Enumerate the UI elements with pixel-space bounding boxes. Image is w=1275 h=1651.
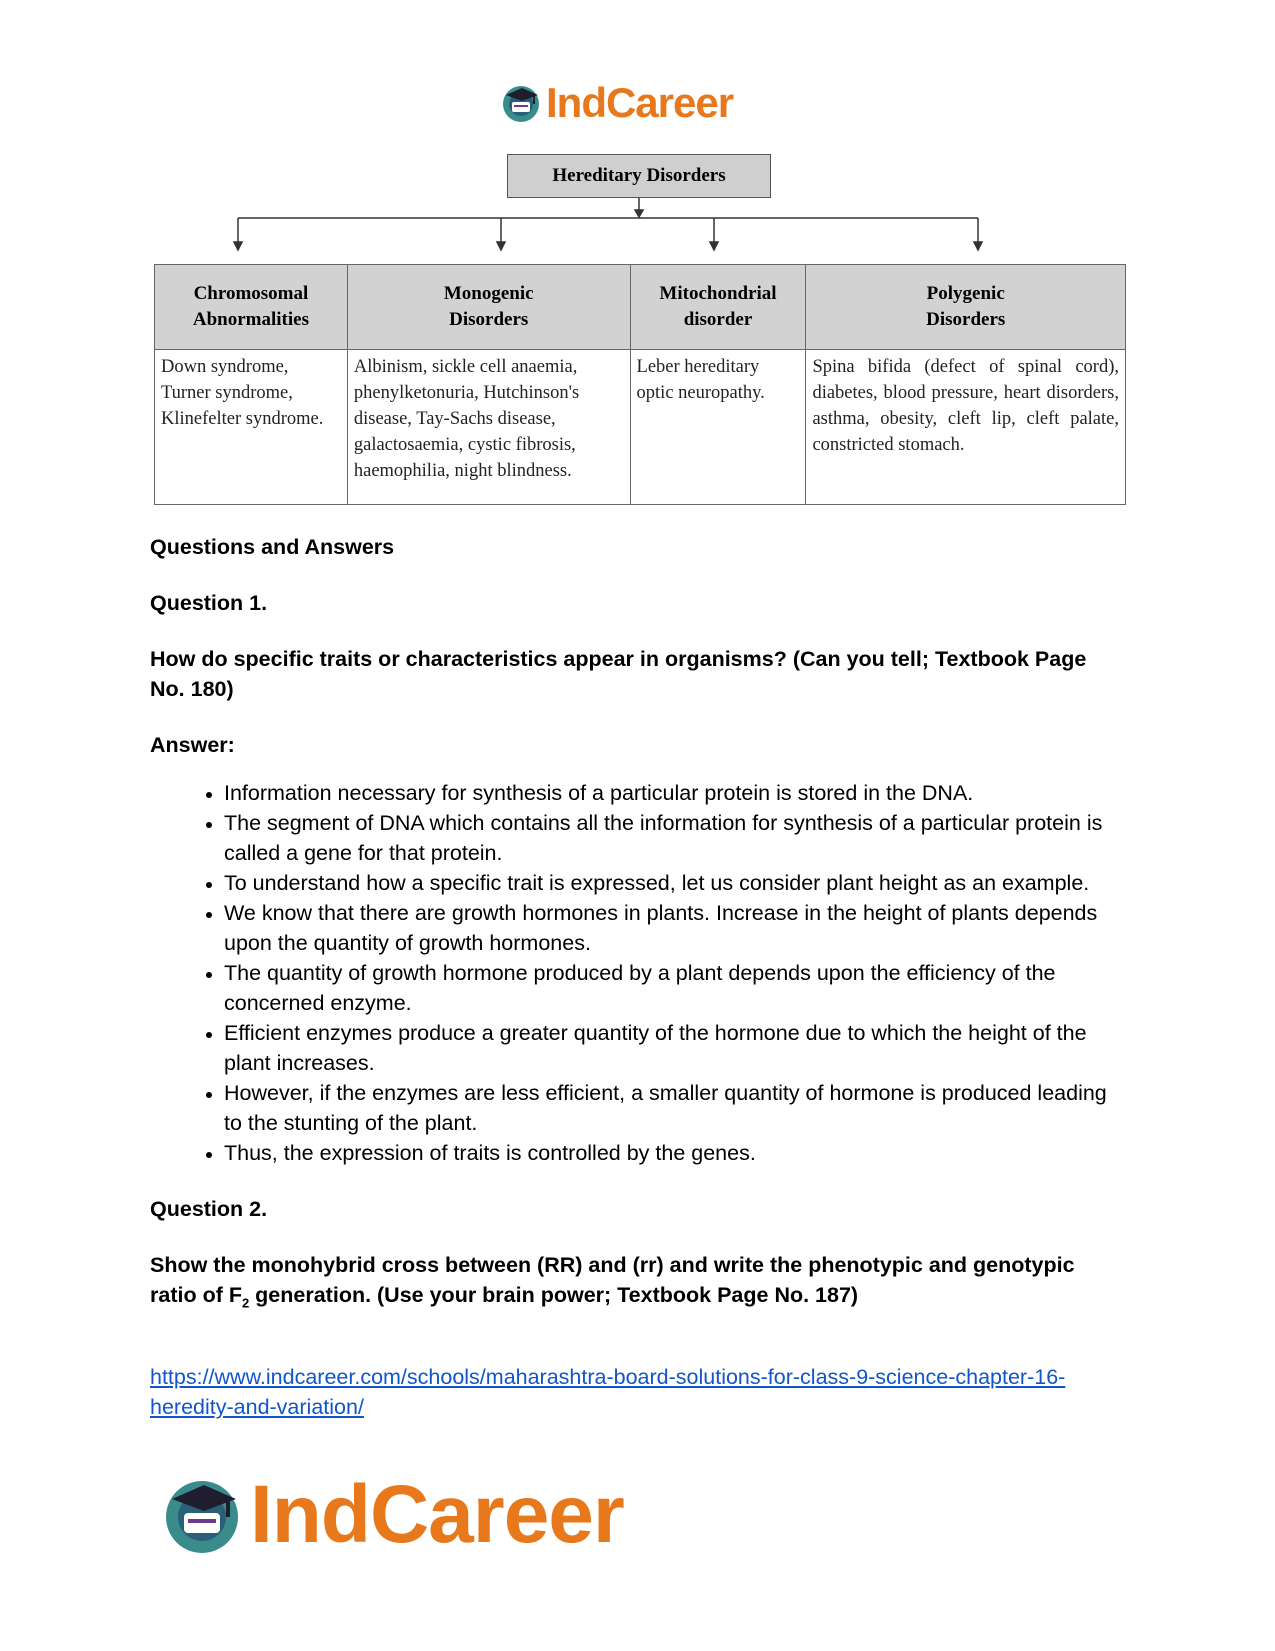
- brand-name: IndCareer: [546, 79, 734, 126]
- cell-polygenic: Spina bifida (defect of spinal cord), diabetes, blood pressure, heart disorders, asthma, obesity, cleft lip, cleft palate, constricted stomach.: [806, 350, 1126, 505]
- list-item: • The segment of DNA which contains all the information for synthesis of a particular protein is called a gene for that protein.: [224, 808, 1120, 868]
- list-item: • However, if the enzymes are less efficient, a smaller quantity of hormone is produced leading to the stunting of the plant.: [224, 1078, 1120, 1138]
- diagram-root-node: Hereditary Disorders: [507, 154, 771, 198]
- question-1-text: How do specific traits or characteristics appear in organisms? (Can you tell; Textbook Page No. 180): [150, 647, 1087, 701]
- table-header-row: [155, 265, 1126, 350]
- source-link-paragraph: [150, 1362, 1120, 1422]
- question-1-label: Question 1.: [150, 591, 268, 615]
- header-polygenic: Polygenic Disorders: [806, 265, 1126, 350]
- question-2-label: Question 2.: [150, 1197, 268, 1221]
- header-mitochondrial: Mitochondrial disorder: [630, 265, 806, 350]
- hereditary-disorders-diagram: [152, 150, 1126, 500]
- list-item: • Efficient enzymes produce a greater quantity of the hormone due to which the height of the plant increases.: [224, 1018, 1120, 1078]
- list-item: • The quantity of growth hormone produced by a plant depends upon the efficiency of the concerned enzyme.: [224, 958, 1120, 1018]
- graduation-cap-icon: [500, 82, 542, 124]
- question-2-text: Show the monohybrid cross between (RR) and (rr) and write the phenotypic and genotypic ratio of $F_2$ generation. (Use your brain power; Textbook Page No. 187): [150, 1253, 1075, 1311]
- answer-1-label: Answer:: [150, 733, 235, 757]
- cell-monogenic: Albinism, sickle cell anaemia, phenylketonuria, Hutchinson's disease, Tay-Sachs disease, galactosaemia, cystic fibrosis, haemophilia, night blindness.: [347, 350, 630, 505]
- cell-chromosomal: Down syndrome, Turner syndrome, Klinefelter syndrome.: [155, 350, 348, 505]
- source-link[interactable]: https://www.indcareer.com/schools/maharashtra-board-solutions-for-class-9-science-chapter-16-heredity-and-variation/: [150, 1365, 1066, 1420]
- brand-name: IndCareer: [250, 1469, 624, 1560]
- header-chromosomal: Chromosomal Abnormalities: [155, 265, 348, 350]
- list-item: • Information necessary for synthesis of a particular protein is stored in the DNA.: [224, 778, 1120, 808]
- list-item: • Thus, the expression of traits is controlled by the genes.: [224, 1138, 1120, 1168]
- table-body-row: [155, 350, 1126, 505]
- list-item: • We know that there are growth hormones in plants. Increase in the height of plants depends upon the quantity of growth hormones.: [224, 898, 1120, 958]
- answer-1-list: [150, 778, 1120, 1168]
- list-item: • To understand how a specific trait is expressed, let us consider plant height as an example.: [224, 868, 1120, 898]
- indcareer-logo-top: [500, 78, 733, 128]
- disorders-table: [154, 264, 1126, 505]
- qa-content: [150, 532, 1120, 1422]
- cell-mitochondrial: Leber hereditary optic neuropathy.: [630, 350, 806, 505]
- indcareer-logo-bottom: [160, 1470, 624, 1560]
- section-title: Questions and Answers: [150, 535, 395, 559]
- graduation-cap-icon: [160, 1473, 244, 1557]
- header-monogenic: Monogenic Disorders: [347, 265, 630, 350]
